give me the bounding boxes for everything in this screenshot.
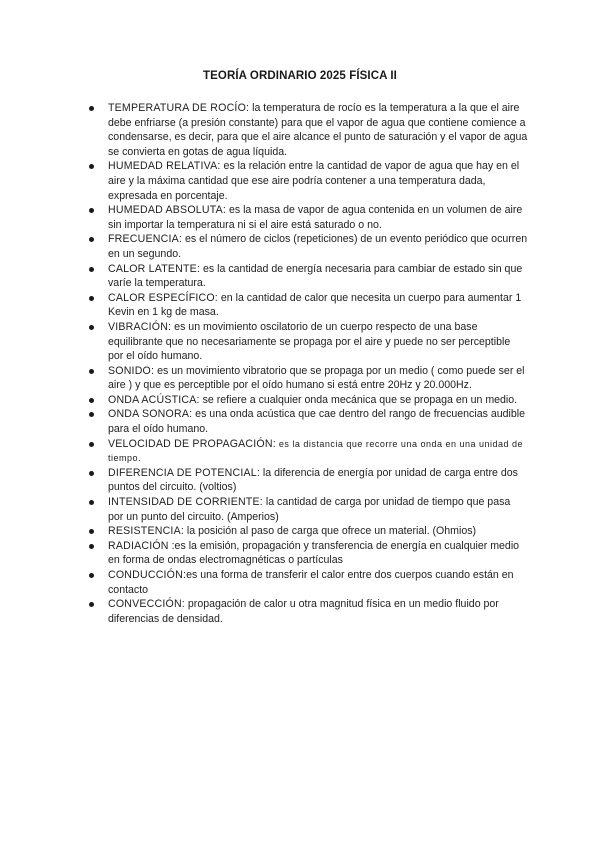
item-text: es la cantidad de energía necesaria para cambiar de estado sin que varíe la temperatura. xyxy=(108,262,523,290)
item-text: es la masa de vapor de agua contenida en un volumen de aire sin importar la temperatura ni si el aire está saturado o no. xyxy=(108,204,523,231)
bullet-icon xyxy=(89,164,94,169)
definitions-list xyxy=(108,101,528,626)
list-item xyxy=(108,524,528,539)
bullet-icon xyxy=(89,442,94,447)
item-text: la cantidad de carga por unidad de tiempo que pasa por un punto del circuito. (Amperios) xyxy=(108,496,511,523)
item-text: se refiere a cualquier onda mecánica que se propaga en un medio. xyxy=(199,393,518,406)
bullet-icon xyxy=(89,544,94,549)
list-item xyxy=(108,203,528,232)
bullet-icon xyxy=(89,369,94,374)
item-text: es un movimiento vibratorio que se propaga por un medio ( como puede ser el aire ) y que es perceptible por el oído humano si está entre 20Hz y 20.000Hz. xyxy=(108,364,525,392)
item-term: CALOR ESPECÍFICO: xyxy=(108,291,218,304)
list-item xyxy=(108,159,528,203)
item-text: :es la emisión, propagación y transferencia de energía en cualquier medio en forma de ondas electromagnéticas o partículas xyxy=(108,539,520,567)
list-item xyxy=(108,320,528,364)
item-term: SONIDO: xyxy=(108,364,155,377)
item-text: es un movimiento oscilatorio de un cuerpo respecto de una base equilibrante que no necesariamente se propaga por el aire y puede no ser perceptible por el oído humano. xyxy=(108,320,511,363)
item-term: RESISTENCIA: xyxy=(108,525,184,538)
item-term: VELOCIDAD DE PROPAGACIÓN: xyxy=(108,437,276,450)
item-term: ONDA ACÚSTICA: xyxy=(108,393,200,406)
list-item xyxy=(108,539,528,568)
list-item xyxy=(108,597,528,626)
bullet-icon xyxy=(89,208,94,213)
bullet-icon xyxy=(89,237,94,242)
item-term: CALOR LATENTE: xyxy=(108,262,201,275)
item-term: TEMPERATURA DE ROCÍO: xyxy=(108,102,250,114)
item-text: es la relación entre la cantidad de vapor de agua que hay en el aire y la máxima cantidad que ese aire podría contener a una temperatura dada, expresada en porcentaje. xyxy=(108,160,520,202)
list-item xyxy=(108,232,528,261)
list-item xyxy=(108,495,528,524)
item-term: ONDA SONORA: xyxy=(108,408,193,421)
list-item xyxy=(108,568,528,597)
item-term: FRECUENCIA: xyxy=(108,233,183,246)
list-item xyxy=(108,407,528,436)
item-text: la temperatura de rocío es la temperatura a la que el aire debe enfriarse (a presión constante) para que el vapor de agua que contiene comience a condensarse, es decir, para que el aire alcance el punto de saturación y el vapor de agua se convierta en gotas de agua líquida. xyxy=(108,102,528,158)
document-title: TEORÍA ORDINARIO 2025 FÍSICA II xyxy=(203,70,397,82)
list-item xyxy=(108,262,528,291)
item-term: VIBRACIÓN: xyxy=(108,320,172,333)
item-text: es la distancia que recorre una onda en una unidad de tiempo. xyxy=(108,438,524,464)
item-text: es una forma de transferir el calor entre dos cuerpos cuando están en contacto xyxy=(108,569,514,596)
bullet-icon xyxy=(89,529,94,534)
item-term: RADIACIÓN xyxy=(108,539,169,552)
bullet-icon xyxy=(89,412,94,417)
bullet-icon xyxy=(89,500,94,505)
item-term: CONVECCIÓN: xyxy=(108,598,185,611)
list-item xyxy=(108,101,528,159)
item-term: HUMEDAD ABSOLUTA: xyxy=(108,204,226,217)
item-term: CONDUCCIÓN: xyxy=(108,569,187,581)
bullet-icon xyxy=(89,106,94,111)
bullet-icon xyxy=(89,573,94,578)
item-term: INTENSIDAD DE CORRIENTE: xyxy=(108,496,263,509)
item-text: propagación de calor u otra magnitud física en un medio fluido por diferencias de densidad. xyxy=(108,598,499,625)
item-text: en la cantidad de calor que necesita un cuerpo para aumentar 1 Kevin en 1 kg de masa. xyxy=(108,291,522,319)
item-term: HUMEDAD RELATIVA: xyxy=(108,160,221,173)
bullet-icon xyxy=(89,296,94,301)
item-term: DIFERENCIA DE POTENCIAL: xyxy=(108,466,260,479)
item-text: es una onda acústica que cae dentro del rango de frecuencias audible para el oído humano. xyxy=(108,408,525,436)
list-item xyxy=(108,466,528,495)
item-text: es el número de ciclos (repeticiones) de un evento periódico que ocurren en un segundo. xyxy=(108,233,528,260)
list-item xyxy=(108,437,528,466)
bullet-icon xyxy=(89,471,94,476)
item-text: la diferencia de energía por unidad de carga entre dos puntos del circuito. (voltios) xyxy=(108,466,518,494)
bullet-icon xyxy=(89,267,94,272)
bullet-icon xyxy=(89,602,94,607)
list-item xyxy=(108,291,528,320)
list-item xyxy=(108,364,528,393)
bullet-icon xyxy=(89,325,94,330)
item-text: la posición al paso de carga que ofrece un material. (Ohmios) xyxy=(183,525,477,538)
bullet-icon xyxy=(89,398,94,403)
list-item xyxy=(108,393,528,408)
